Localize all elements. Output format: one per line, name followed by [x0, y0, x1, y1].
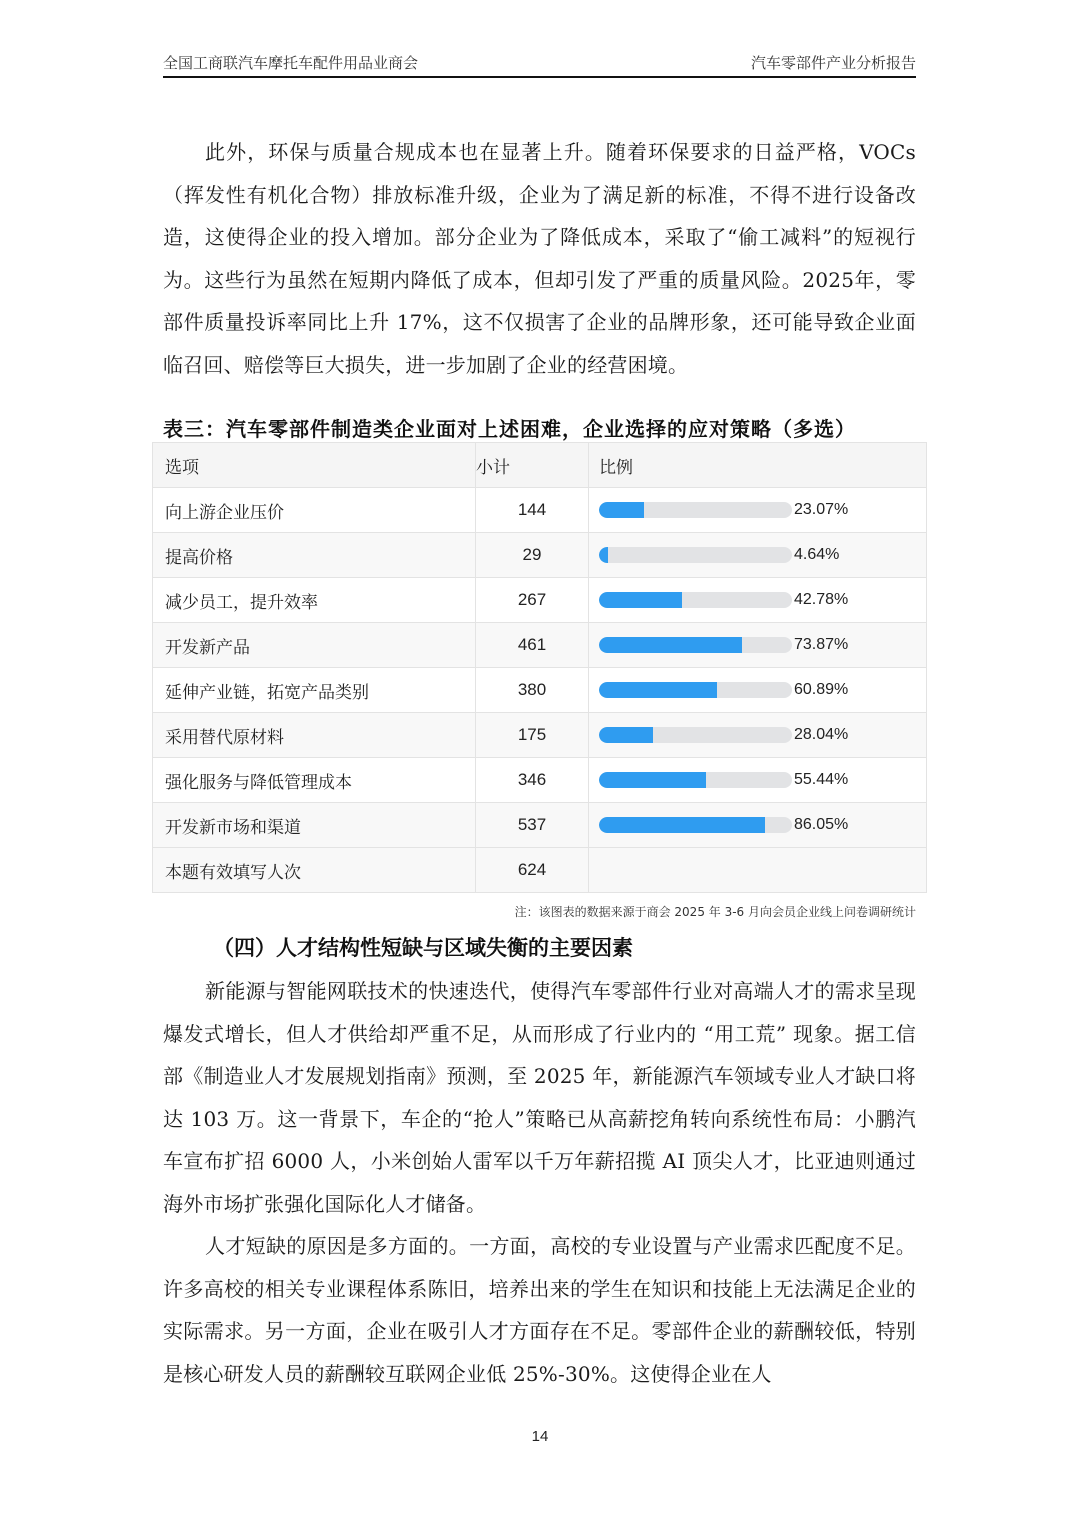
progress-track	[599, 682, 792, 698]
progress-fill	[599, 547, 608, 563]
row-count: 537	[476, 803, 589, 848]
row-option: 延伸产业链，拓宽产品类别	[153, 668, 476, 713]
progress-fill	[599, 592, 682, 608]
table-title: 表三：汽车零部件制造类企业面对上述困难，企业选择的应对策略（多选）	[163, 417, 856, 441]
row-ratio	[589, 623, 927, 668]
ratio-label: 4.64%	[794, 546, 840, 563]
paragraph: 人才短缺的原因是多方面的。一方面，高校的专业设置与产业需求匹配度不足。许多高校的相关专业课程体系陈旧，培养出来的学生在知识和技能上无法满足企业的实际需求。另一方面，企业在吸引人才方面存在不足。零部件企业的薪酬较低，特别是核心研发人员的薪酬较互联网企业低 25%-30%。这使得企业在人	[163, 1234, 916, 1386]
ratio-bar-group	[599, 591, 926, 609]
row-count: 461	[476, 623, 589, 668]
ratio-label: 23.07%	[794, 501, 849, 518]
progress-track	[599, 817, 792, 833]
row-count: 267	[476, 578, 589, 623]
ratio-label: 60.89%	[794, 681, 849, 698]
row-count: 346	[476, 758, 589, 803]
ratio-label: 55.44%	[794, 771, 849, 788]
body-text-top	[163, 131, 916, 386]
row-option: 开发新产品	[153, 623, 476, 668]
total-empty	[589, 848, 927, 893]
row-ratio	[589, 758, 927, 803]
ratio-label: 42.78%	[794, 591, 849, 608]
ratio-label: 86.05%	[794, 816, 849, 833]
ratio-bar-group	[599, 501, 926, 519]
row-ratio	[589, 533, 927, 578]
header-organization: 全国工商联汽车摩托车配件用品业商会	[163, 54, 419, 72]
row-count: 380	[476, 668, 589, 713]
row-option: 开发新市场和渠道	[153, 803, 476, 848]
row-count: 175	[476, 713, 589, 758]
page-number: 14	[531, 1428, 549, 1445]
progress-fill	[599, 502, 644, 518]
progress-track	[599, 727, 792, 743]
progress-fill	[599, 637, 742, 653]
table-row	[153, 488, 927, 533]
progress-fill	[599, 727, 653, 743]
table-row	[153, 803, 927, 848]
progress-track	[599, 547, 792, 563]
progress-track	[599, 592, 792, 608]
row-count: 29	[476, 533, 589, 578]
progress-fill	[599, 817, 765, 833]
progress-track	[599, 637, 792, 653]
ratio-bar-group	[599, 546, 926, 564]
row-count: 144	[476, 488, 589, 533]
progress-fill	[599, 772, 706, 788]
total-label: 本题有效填写人次	[153, 848, 476, 893]
row-ratio	[589, 488, 927, 533]
table-row	[153, 623, 927, 668]
ratio-bar-group	[599, 681, 926, 699]
row-ratio	[589, 578, 927, 623]
row-option: 采用替代原材料	[153, 713, 476, 758]
table-total-row	[153, 848, 927, 893]
strategy-table	[152, 442, 927, 893]
ratio-bar-group	[599, 771, 926, 789]
row-option: 减少员工，提升效率	[153, 578, 476, 623]
total-count: 624	[476, 848, 589, 893]
ratio-bar-group	[599, 636, 926, 654]
ratio-bar-group	[599, 816, 926, 834]
table-row	[153, 533, 927, 578]
row-ratio	[589, 668, 927, 713]
table-row	[153, 713, 927, 758]
table-row	[153, 758, 927, 803]
header-count: 小计	[476, 443, 589, 488]
table-row	[153, 668, 927, 713]
paragraph: 新能源与智能网联技术的快速迭代，使得汽车零部件行业对高端人才的需求呈现爆发式增长，但人才供给却严重不足，从而形成了行业内的 “用工荒” 现象。据工信部《制造业人才发展规划指南》预测，至 2025 年，新能源汽车领域专业人才缺口将达 103 万。这一背景下，车企的“抢人”策略已从高薪挖角转向系统性布局：小鹏汽车宣布扩招 6000 人，小米创始人雷军以千万年薪招揽 AI 顶尖人才，比亚迪则通过海外市场扩张强化国际化人才储备。	[163, 979, 916, 1216]
page-header	[163, 52, 916, 78]
ratio-label: 28.04%	[794, 726, 849, 743]
row-ratio	[589, 713, 927, 758]
header-option: 选项	[153, 443, 476, 488]
body-text-bottom	[163, 970, 916, 1395]
header-ratio: 比例	[589, 443, 927, 488]
row-option: 提高价格	[153, 533, 476, 578]
header-report-title: 汽车零部件产业分析报告	[750, 54, 916, 72]
row-option: 向上游企业压价	[153, 488, 476, 533]
progress-track	[599, 772, 792, 788]
paragraph: 此外，环保与质量合规成本也在显著上升。随着环保要求的日益严格，VOCs（挥发性有机化合物）排放标准升级，企业为了满足新的标准，不得不进行设备改造，这使得企业的投入增加。部分企业为了降低成本，采取了“偷工减料”的短视行为。这些行为虽然在短期内降低了成本，但却引发了严重的质量风险。2025年，零部件质量投诉率同比上升 17%，这不仅损害了企业的品牌形象，还可能导致企业面临召回、赔偿等巨大损失，进一步加剧了企业的经营困境。	[163, 140, 916, 377]
table-row	[153, 578, 927, 623]
progress-fill	[599, 682, 717, 698]
ratio-label: 73.87%	[794, 636, 849, 653]
row-option: 强化服务与降低管理成本	[153, 758, 476, 803]
progress-track	[599, 502, 792, 518]
row-ratio	[589, 803, 927, 848]
ratio-bar-group	[599, 726, 926, 744]
section-heading: （四）人才结构性短缺与区域失衡的主要因素	[213, 935, 633, 960]
table-header-row	[153, 443, 927, 488]
table-note: 注：该图表的数据来源于商会 2025 年 3-6 月向会员企业线上问卷调研统计	[514, 905, 916, 919]
